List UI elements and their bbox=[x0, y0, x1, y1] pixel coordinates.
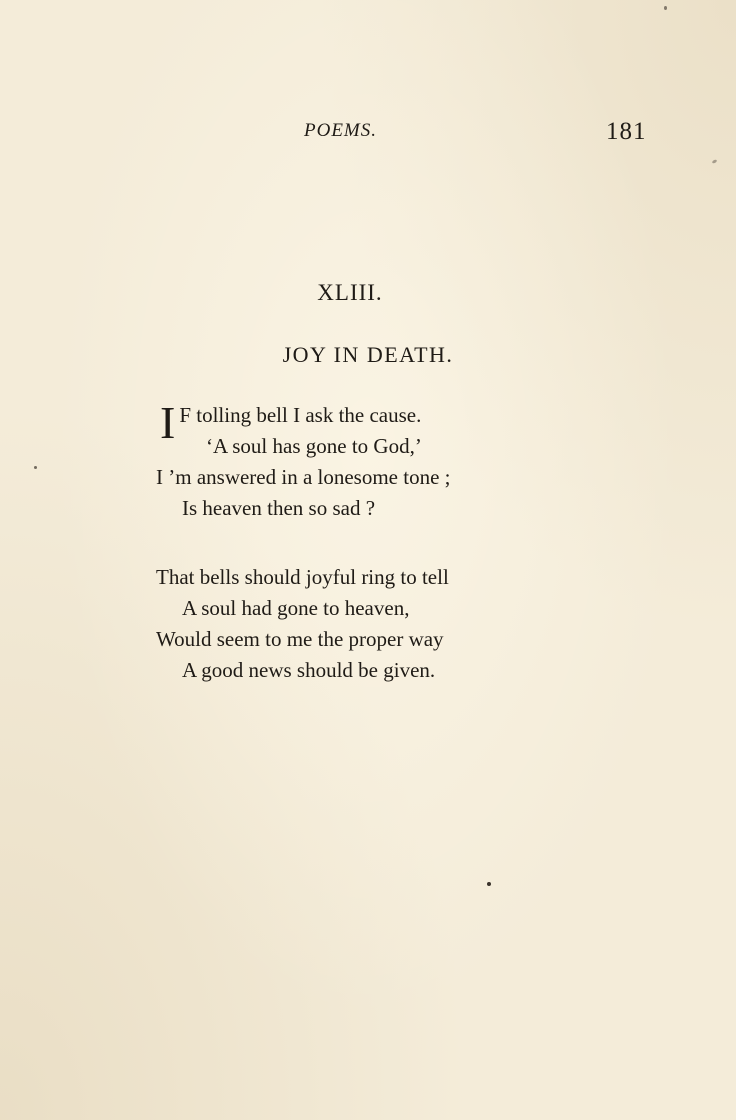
poem-line: That bells should joyful ring to tell bbox=[156, 565, 449, 589]
poem-title: JOY IN DEATH. bbox=[282, 342, 454, 367]
running-title: POEMS. bbox=[304, 120, 378, 141]
paper-speck bbox=[487, 882, 491, 886]
paper-speck bbox=[712, 159, 718, 164]
poem-line: Would seem to me the proper way bbox=[156, 627, 444, 651]
running-head bbox=[0, 118, 736, 148]
poem-line: ‘A soul has gone to God,’ bbox=[206, 434, 422, 458]
paper-speck bbox=[664, 6, 667, 10]
stanza-1 bbox=[156, 397, 576, 524]
poem-line: A good news should be given. bbox=[182, 658, 436, 682]
paper-speck bbox=[34, 466, 37, 469]
poem-number: XLIII. bbox=[317, 280, 383, 305]
poem-line: I ’m answered in a lonesome tone ; bbox=[156, 465, 451, 489]
poem-line: A soul had gone to heaven, bbox=[182, 596, 410, 620]
poem-line: Is heaven then so sad ? bbox=[182, 496, 376, 520]
drop-cap: I bbox=[160, 397, 176, 448]
poem-line: F tolling bell I ask the cause. bbox=[179, 403, 422, 427]
stanza-2 bbox=[156, 562, 576, 686]
page-number: 181 bbox=[606, 118, 647, 145]
